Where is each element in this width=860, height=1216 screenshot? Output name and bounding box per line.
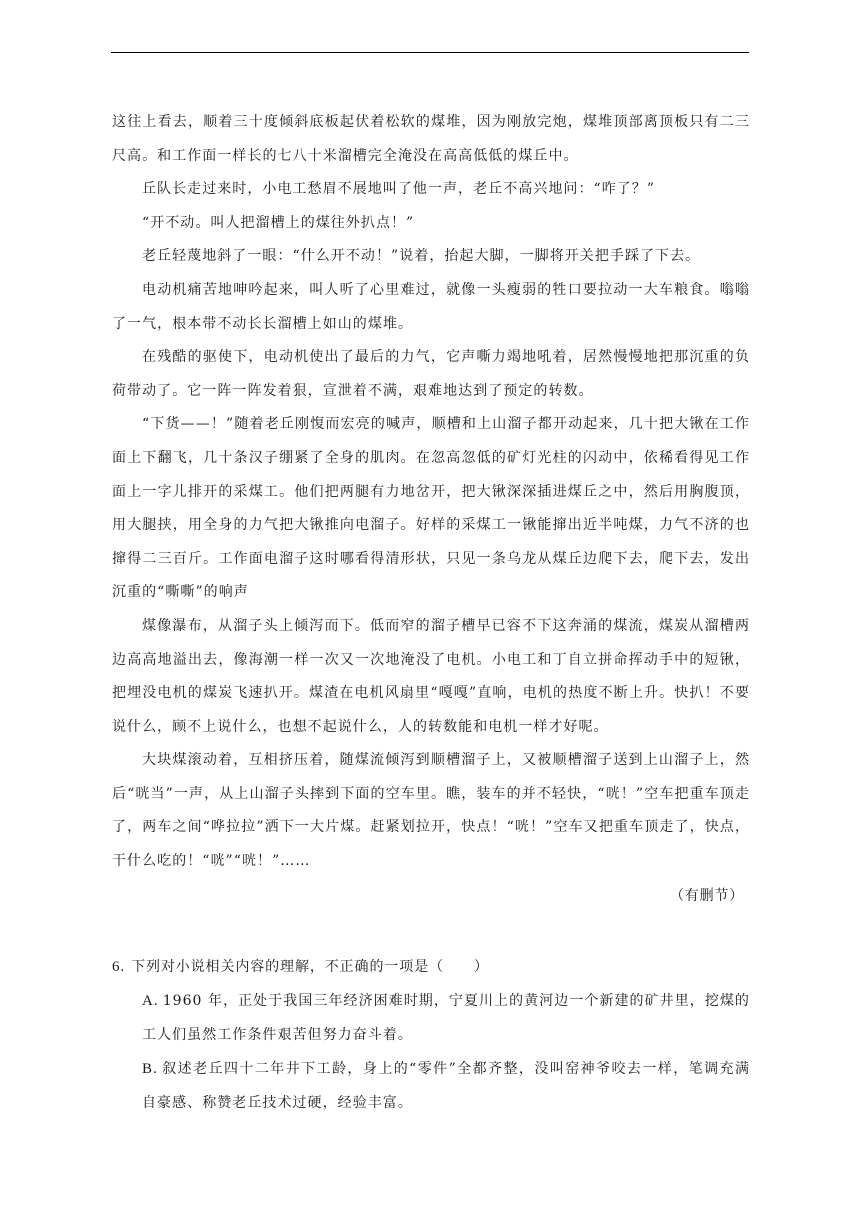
article-paragraph: “开不动。叫人把溜槽上的煤往外扒点！”	[142, 214, 415, 231]
option-b	[112, 1052, 750, 1120]
article-paragraph: 在残酷的驱使下，电动机使出了最后的力气，它声嘶力竭地吼着，居然慢慢地把那沉重的负荷带动了。它一阵一阵发着狠，宣泄着不满，艰难地达到了预定的转数。	[112, 349, 750, 399]
article-body	[112, 106, 750, 913]
article-paragraph: 老丘轻蔑地斜了一眼：“什么开不动！”说着，抬起大脚，一脚将开关把手踩了下去。	[142, 248, 701, 265]
question-6	[112, 950, 750, 1120]
article-paragraph: 丘队长走过来时，小电工愁眉不展地叫了他一声，老丘不高兴地问：“咋了？”	[142, 181, 656, 198]
option-letter: A.	[142, 993, 159, 1009]
article-paragraph: 大块煤滚动着，互相挤压着，随煤流倾泻到顺槽溜子上，又被顺槽溜子送到上山溜子上，然后“咣当”一声，从上山溜子头摔到下面的空车里。瞧，装车的并不轻快，“咣！”空车把重车顶走了，两车之间“哗拉拉”洒下一大片煤。赶紧划拉开，快点！“咣！”空车又把重车顶走了，快点，干什么吃的！“咣”“咣！”……	[112, 752, 750, 870]
question-stem-text: 下列对小说相关内容的理解，不正确的一项是（	[131, 959, 444, 975]
question-number: 6.	[112, 959, 126, 975]
option-text: 1960 年，正处于我国三年经济困难时期，宁夏川上的黄河边一个新建的矿井里，挖煤的工人们虽然工作条件艰苦但努力奋斗着。	[142, 993, 750, 1043]
option-a	[112, 984, 750, 1052]
source-note: （有删节）	[670, 887, 744, 904]
option-letter: B.	[142, 1061, 158, 1077]
header-rule	[111, 52, 749, 53]
option-text: 叙述老丘四十二年井下工龄，身上的“零件”全都齐整，没叫窑神爷咬去一样，笔调充满自豪感、称赞老丘技术过硬，经验丰富。	[142, 1061, 750, 1111]
article-paragraph: 煤像瀑布，从溜子头上倾泻而下。低而窄的溜子槽早已容不下这奔涌的煤流，煤炭从溜槽两边高高地溢出去，像海潮一样一次又一次地淹没了电机。小电工和丁自立拼命挥动手中的短锹，把埋没电机的煤炭飞速扒开。煤渣在电机风扇里“嘎嘎”直响，电机的热度不断上升。快扒！不要说什么，顾不上说什么，也想不起说什么，人的转数能和电机一样才好呢。	[112, 617, 750, 735]
article-paragraph: 电动机痛苦地呻吟起来，叫人听了心里难过，就像一头瘦弱的牲口要拉动一大车粮食。嗡嗡了一气，根本带不动长长溜槽上如山的煤堆。	[112, 281, 750, 332]
article-paragraph: “下货——！”随着老丘刚愎而宏亮的喊声，顺槽和上山溜子都开动起来，几十把大锹在工作面上下翻飞，几十条汉子绷紧了全身的肌肉。在忽高忽低的矿灯光柱的闪动中，依稀看得见工作面上一字儿排开的采煤工。他们把两腿有力地岔开，把大锹深深插进煤丘之中，然后用胸腹顶，用大腿挟，用全身的力气把大锹推向电溜子。好样的采煤工一锹能撺出近半吨煤，力气不济的也撺得二三百斤。工作面电溜子这时哪看得清形状，只见一条乌龙从煤丘边爬下去，爬下去，发出沉重的“嘶嘶”的响声	[112, 416, 750, 601]
question-stem	[112, 950, 750, 984]
article-paragraph: 这往上看去，顺着三十度倾斜底板起伏着松软的煤堆，因为刚放完炮，煤堆顶部离顶板只有二三尺高。和工作面一样长的七八十米溜槽完全淹没在高高低低的煤丘中。	[112, 114, 750, 164]
question-stem-close: ）	[473, 959, 489, 975]
